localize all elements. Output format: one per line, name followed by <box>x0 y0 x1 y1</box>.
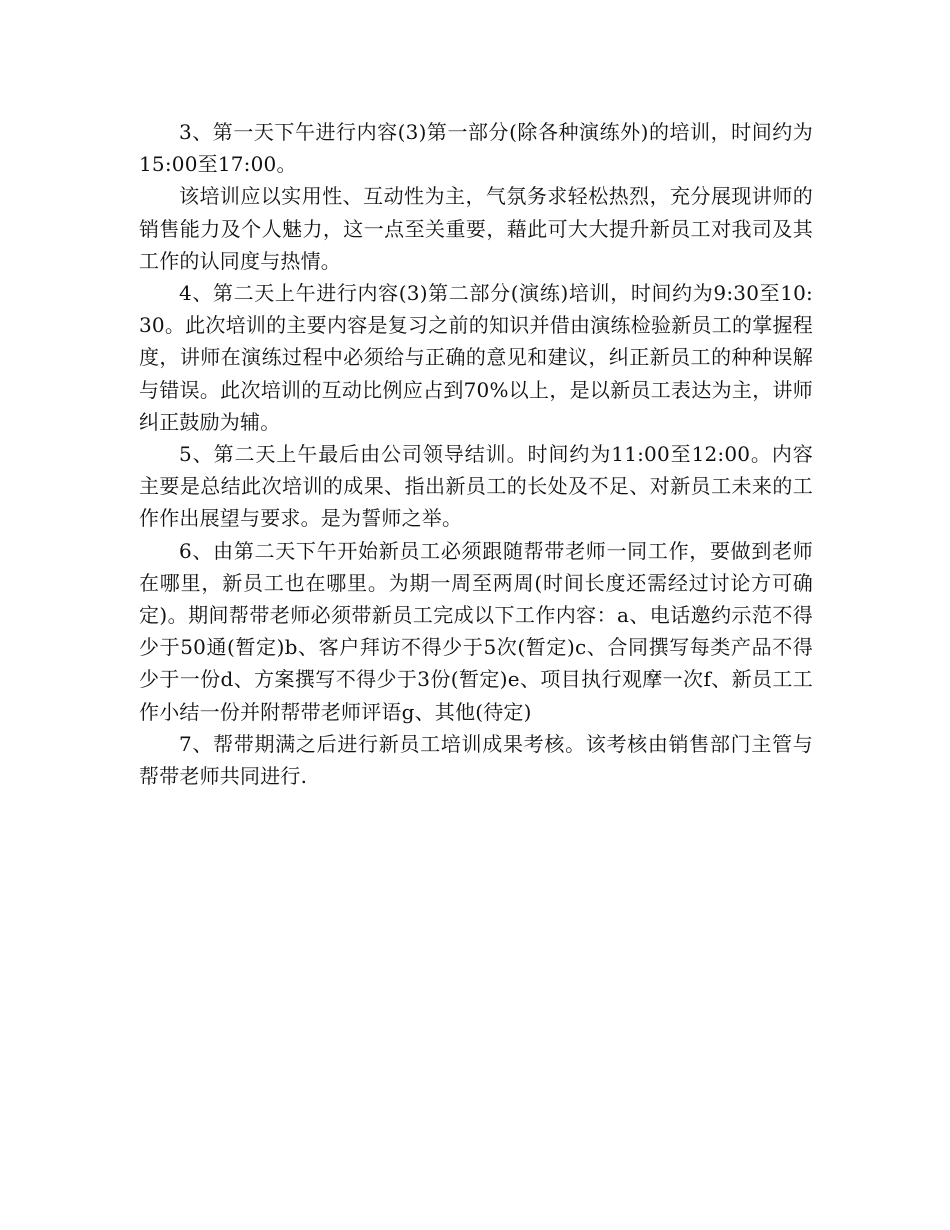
paragraph-item-5: 5、第二天上午最后由公司领导结训。时间约为11:00至12:00。内容主要是总结此次培训的成果、指出新员工的长处及不足、对新员工未来的工作作出展望与要求。是为誓师之举。 <box>139 442 813 531</box>
paragraph-training-style: 该培训应以实用性、互动性为主，气氛务求轻松热烈，充分展现讲师的销售能力及个人魅力，这一点至关重要，藉此可大大提升新员工对我司及其工作的认同度与热情。 <box>139 184 813 273</box>
paragraph-item-3: 3、第一天下午进行内容(3)第一部分(除各种演练外)的培训，时间约为15:00至17:00。 <box>139 120 813 177</box>
paragraph-item-7: 7、帮带期满之后进行新员工培训成果考核。该考核由销售部门主管与帮带老师共同进行. <box>139 731 813 789</box>
document-body <box>139 116 813 792</box>
paragraph-item-4: 4、第二天上午进行内容(3)第二部分(演练)培训，时间约为9:30至10:30。此次培训的主要内容是复习之前的知识并借由演练检验新员工的掌握程度，讲师在演练过程中必须给与正确的意见和建议，纠正新员工的种种误解与错误。此次培训的互动比例应占到70%以上，是以新员工表达为主，讲师纠正鼓励为辅。 <box>139 281 813 434</box>
paragraph-item-6: 6、由第二天下午开始新员工必须跟随帮带老师一同工作，要做到老师在哪里，新员工也在哪里。为期一周至两周(时间长度还需经过讨论方可确定)。期间帮带老师必须带新员工完成以下工作内容：a、电话邀约示范不得少于50通(暂定)b、客户拜访不得少于5次(暂定)c、合同撰写每类产品不得少于一份d、方案撰写不得少于3份(暂定)e、项目执行观摩一次f、新员工工作小结一份并附帮带老师评语g、其他(待定) <box>139 538 813 724</box>
